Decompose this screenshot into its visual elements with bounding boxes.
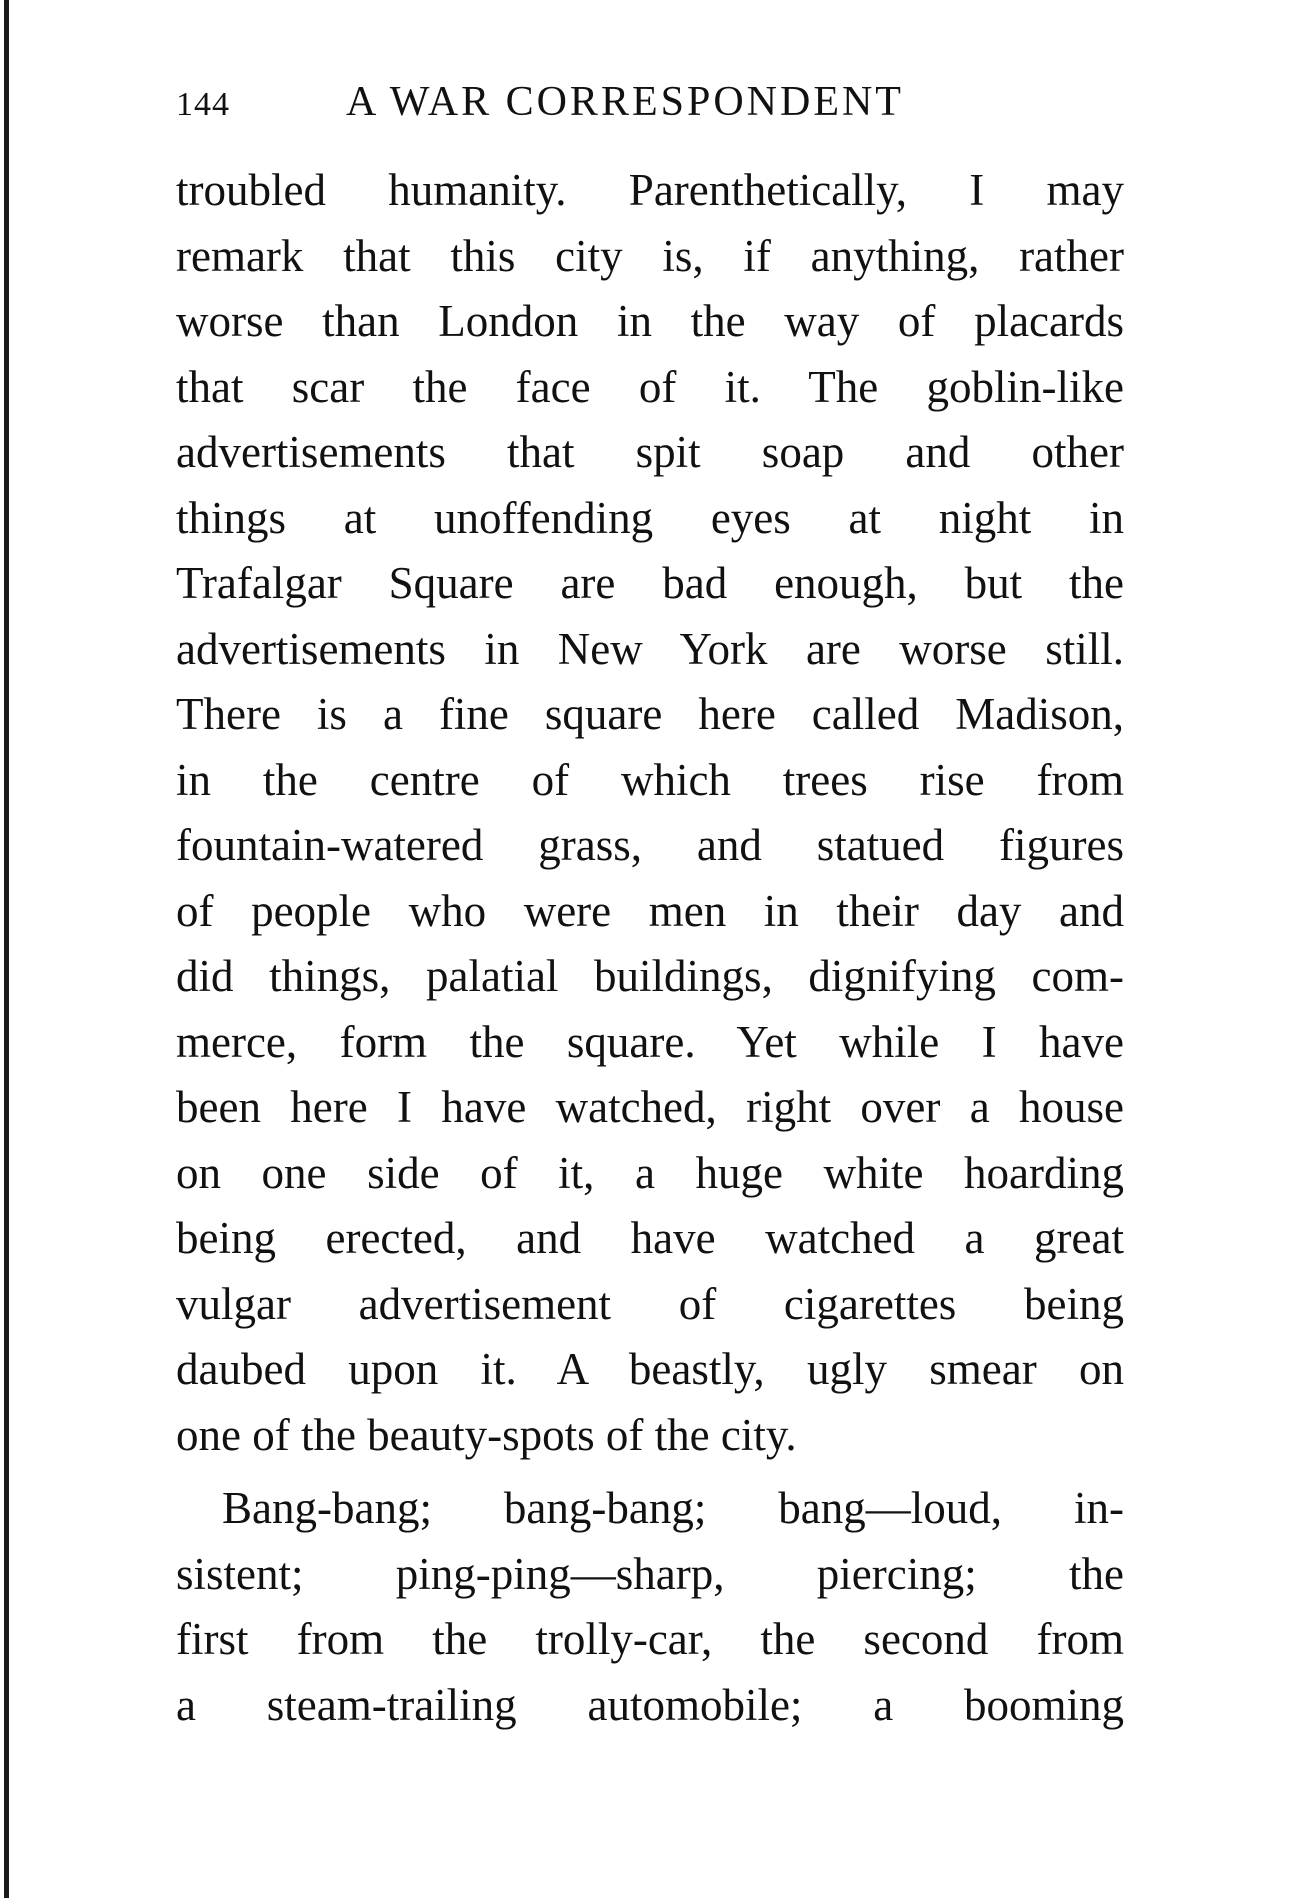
- paragraph-gap: [176, 1468, 1124, 1476]
- page-number: 144: [176, 86, 230, 123]
- text-line: remark that this city is, if anything, rather: [176, 230, 1124, 281]
- book-page: [176, 78, 1124, 1738]
- text-line: fountain-watered grass, and statued figures: [176, 820, 1124, 870]
- text-line: one of the beauty-spots of the city.: [176, 1409, 797, 1460]
- text-line: of people who were men in their day and: [176, 885, 1124, 936]
- text-line: daubed upon it. A beastly, ugly smear on: [176, 1344, 1124, 1394]
- text-line: in the centre of which trees rise from: [176, 754, 1124, 805]
- text-line: sistent; ping-ping—sharp, piercing; the: [176, 1548, 1124, 1599]
- running-title: A WAR CORRESPONDENT: [346, 79, 904, 125]
- text-line: vulgar advertisement of cigarettes being: [176, 1278, 1124, 1329]
- text-line: worse than London in the way of placards: [176, 296, 1124, 346]
- text-line: troubled humanity. Parenthetically, I may: [176, 165, 1124, 215]
- text-line: advertisements that spit soap and other: [176, 427, 1124, 477]
- text-line: being erected, and have watched a great: [176, 1213, 1124, 1263]
- body-text: [176, 158, 1124, 1738]
- running-head: [176, 78, 1124, 140]
- text-line: There is a fine square here called Madison,: [176, 689, 1124, 739]
- text-line: on one side of it, a huge white hoarding: [176, 1147, 1124, 1198]
- text-line: Bang-bang; bang-bang; bang—loud, in-: [222, 1483, 1124, 1533]
- text-line: been here I have watched, right over a house: [176, 1082, 1124, 1132]
- text-line: Trafalgar Square are bad enough, but the: [176, 558, 1124, 608]
- paragraph-1: [176, 158, 1124, 1468]
- paragraph-2: [176, 1476, 1124, 1738]
- text-line: that scar the face of it. The goblin-like: [176, 361, 1124, 412]
- text-line: advertisements in New York are worse still.: [176, 623, 1124, 674]
- text-line: a steam-trailing automobile; a booming: [176, 1679, 1124, 1730]
- text-line: first from the trolly-car, the second from: [176, 1614, 1124, 1664]
- text-line: did things, palatial buildings, dignifying com-: [176, 951, 1124, 1001]
- scan-gutter-line: [4, 0, 9, 1898]
- text-line: things at unoffending eyes at night in: [176, 492, 1124, 543]
- text-line: merce, form the square. Yet while I have: [176, 1016, 1124, 1067]
